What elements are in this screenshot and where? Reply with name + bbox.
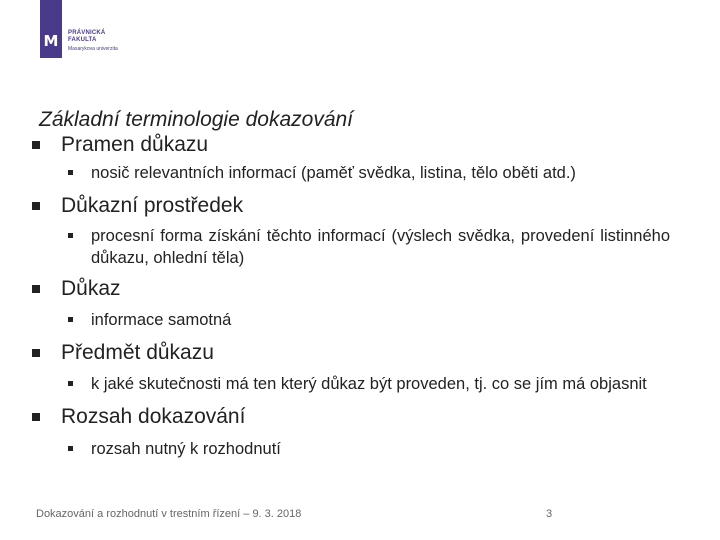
item-heading: Rozsah dokazování bbox=[61, 405, 246, 428]
square-bullet-icon bbox=[68, 233, 73, 238]
logo-line-1: PRÁVNICKÁ bbox=[68, 30, 106, 36]
item-detail: procesní forma získání těchto informací (výslech svědka, provedení listinného důkazu, ohlední těla) bbox=[91, 227, 670, 267]
list-item bbox=[30, 340, 670, 366]
faculty-logo bbox=[36, 0, 146, 62]
item-detail: informace samotná bbox=[91, 311, 232, 329]
square-bullet-icon bbox=[68, 317, 73, 322]
item-heading: Předmět důkazu bbox=[61, 341, 214, 364]
sub-item bbox=[30, 162, 670, 184]
square-bullet-icon bbox=[68, 446, 73, 451]
square-bullet-icon bbox=[32, 202, 40, 210]
sub-item bbox=[30, 225, 670, 269]
item-detail: k jaké skutečnosti má ten který důkaz být proveden, tj. co se jím má objasnit bbox=[91, 375, 647, 393]
square-bullet-icon bbox=[32, 349, 40, 357]
list-item bbox=[30, 193, 670, 219]
square-bullet-icon bbox=[68, 170, 73, 175]
logo-university: Masarykova univerzita bbox=[68, 46, 118, 52]
item-detail: nosič relevantních informací (paměť svědka, listina, tělo oběti atd.) bbox=[91, 164, 576, 182]
sub-item bbox=[30, 438, 670, 460]
item-heading: Pramen důkazu bbox=[61, 133, 209, 156]
page-number: 3 bbox=[546, 508, 553, 520]
item-heading: Důkaz bbox=[61, 277, 121, 300]
list-item bbox=[30, 404, 670, 430]
logo-text bbox=[68, 30, 105, 44]
list-item bbox=[30, 276, 670, 302]
sub-item bbox=[30, 309, 670, 331]
square-bullet-icon bbox=[32, 413, 40, 421]
square-bullet-icon bbox=[32, 141, 40, 149]
logo-mark-icon: M bbox=[43, 32, 59, 50]
item-heading: Důkazní prostředek bbox=[61, 194, 244, 217]
footer-text: Dokazování a rozhodnutí v trestním řízení – 9. 3. 2018 bbox=[36, 508, 302, 520]
sub-item bbox=[30, 373, 670, 395]
list-item bbox=[30, 132, 670, 158]
bullet-list bbox=[30, 132, 670, 460]
logo-line-2: FAKULTA bbox=[68, 37, 97, 43]
item-detail: rozsah nutný k rozhodnutí bbox=[91, 440, 281, 458]
slide-title: Základní terminologie dokazování bbox=[39, 108, 354, 131]
square-bullet-icon bbox=[32, 285, 40, 293]
square-bullet-icon bbox=[68, 381, 73, 386]
